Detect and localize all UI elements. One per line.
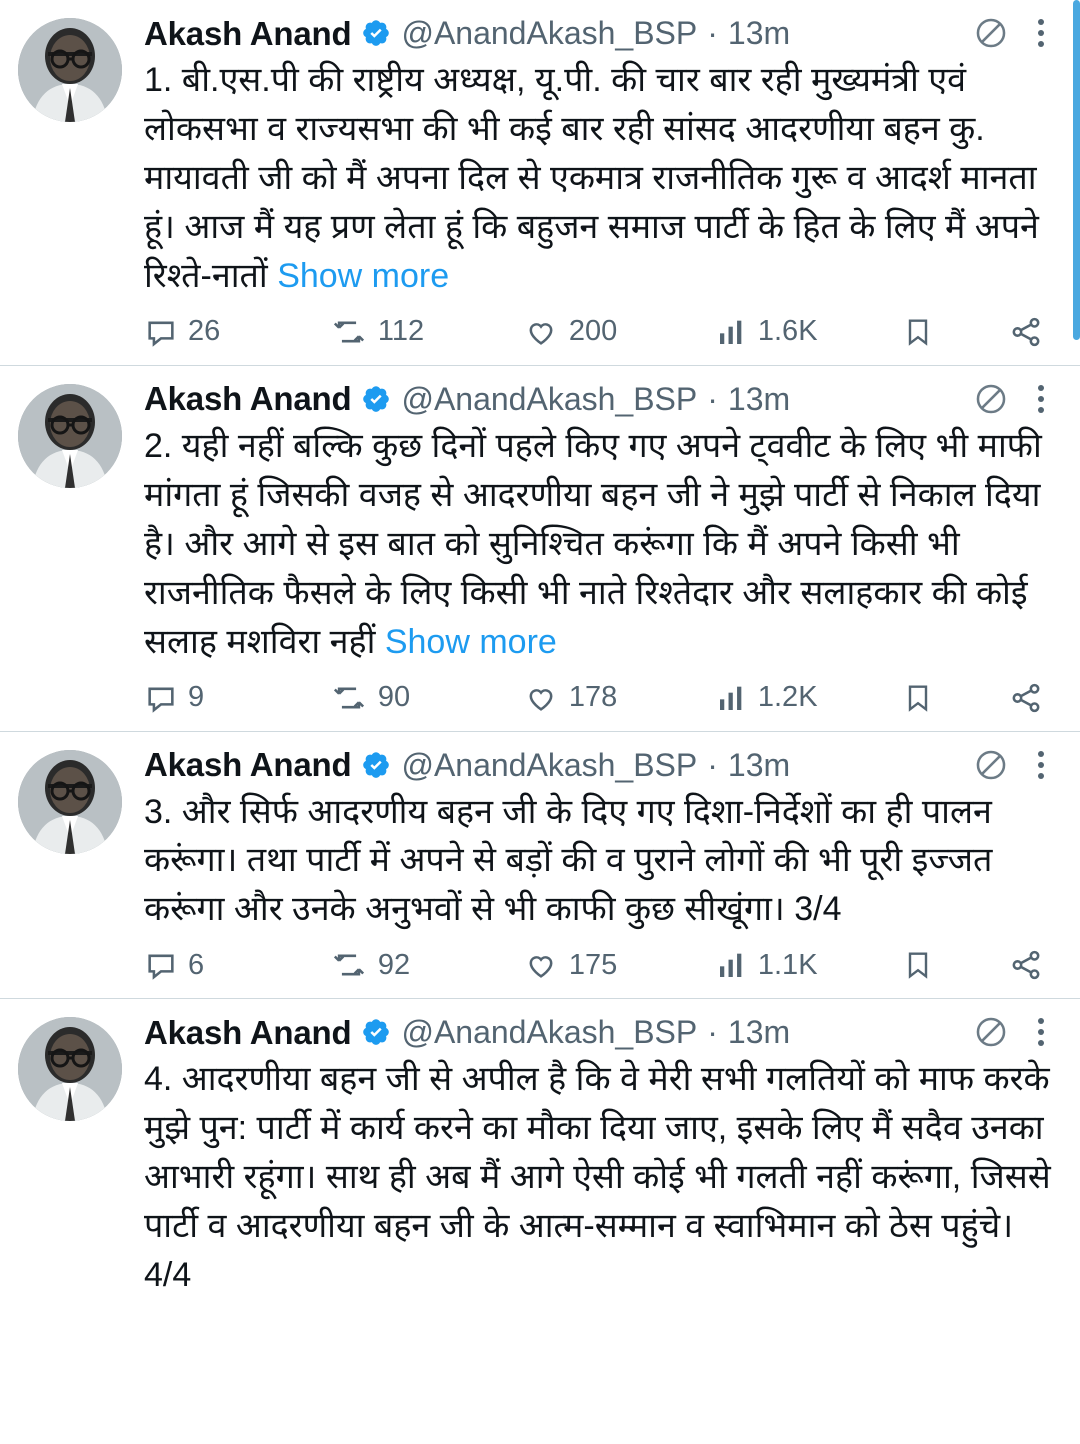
tweet-text [144,1055,1058,1300]
timestamp[interactable]: 13m [727,1014,791,1051]
views-button[interactable] [716,681,902,714]
reply-count: 6 [188,948,205,981]
tweet-text [144,788,1058,935]
like-button[interactable] [523,315,716,349]
retweet-button[interactable] [330,315,523,349]
tweet-actions [144,948,1058,992]
like-count: 175 [568,948,618,981]
views-count: 1.6K [757,315,818,348]
reply-button[interactable] [144,948,330,982]
separator: · [707,1014,718,1051]
verified-badge-icon [361,18,391,48]
share-button[interactable] [1008,681,1044,715]
separator: · [707,380,718,417]
avatar-column [18,746,136,993]
retweet-count: 90 [377,681,411,714]
tweet-body [136,1013,1062,1300]
display-name[interactable]: Akash Anand [144,746,352,784]
retweet-button[interactable] [330,948,523,982]
avatar[interactable] [18,750,122,854]
tweet-text-content: 2. यही नहीं बल्कि कुछ दिनों पहले किए गए अपने ट्ववीट के लिए भी माफी मांगता हूं जिसकी वजह से आदरणीया बहन जी ने मुझे पार्टी से निकाल दिया है। और आगे से इस बात को सुनिश्चित करूंगा कि मैं अपने किसी भी राजनीतिक फैसले के लिए किसी भी नाते रिश्तेदार और सलाहकार की कोई सलाह मशविरा नहीं [144,426,1042,661]
tweet-header [144,14,1058,52]
tweet-body [136,746,1062,993]
handle[interactable]: @AnandAkash_BSP [401,380,698,417]
like-button[interactable] [523,681,716,715]
reply-button[interactable] [144,315,330,349]
views-count: 1.1K [757,948,818,981]
handle[interactable]: @AnandAkash_BSP [401,15,698,51]
timestamp[interactable]: 13m [727,380,791,417]
share-button[interactable] [1008,315,1044,349]
retweet-count: 92 [377,948,411,981]
avatar[interactable] [18,384,122,488]
views-count: 1.2K [757,681,818,714]
avatar-column [18,1013,136,1300]
separator: · [707,15,718,51]
more-options-icon[interactable] [1024,1013,1058,1051]
views-button[interactable] [716,315,902,348]
tweet-actions [144,681,1058,725]
reply-count: 9 [188,681,205,714]
like-count: 200 [568,315,618,348]
verified-badge-icon [361,384,391,414]
like-count: 178 [568,681,618,714]
tweet-item[interactable] [0,0,1080,366]
tweet-text-content: 3. और सिर्फ आदरणीय बहन जी के दिए गए दिशा-निर्देशों का ही पालन करूंगा। तथा पार्टी में अपने से बड़ों की व पुराने लोगों की भी पूरी इज्जत करूंगा और उनके अनुभवों से भी काफी कुछ सीखूंगा। 3/4 [144,792,993,929]
more-options-icon[interactable] [1024,14,1058,52]
no-reply-circle-slash-icon[interactable] [974,748,1008,782]
scrollbar[interactable] [1073,0,1080,340]
more-options-icon[interactable] [1024,746,1058,784]
retweet-count: 112 [377,315,425,348]
bookmark-button[interactable] [902,315,1008,349]
tweet-text [144,422,1058,667]
timestamp[interactable]: 13m [727,15,791,51]
timestamp[interactable]: 13m [727,746,791,783]
avatar[interactable] [18,1017,122,1121]
reply-button[interactable] [144,681,330,715]
avatar[interactable] [18,18,122,122]
separator: · [707,746,718,783]
share-button[interactable] [1008,948,1044,982]
no-reply-circle-slash-icon[interactable] [974,1015,1008,1049]
tweet-header [144,380,1058,418]
retweet-button[interactable] [330,681,523,715]
display-name[interactable]: Akash Anand [144,380,352,418]
views-button[interactable] [716,949,902,982]
bookmark-button[interactable] [902,948,1008,982]
avatar-column [18,14,136,359]
handle[interactable]: @AnandAkash_BSP [401,746,698,783]
tweet-item[interactable] [0,999,1080,1306]
no-reply-circle-slash-icon[interactable] [974,382,1008,416]
show-more-link[interactable]: Show more [384,622,557,661]
like-button[interactable] [523,948,716,982]
more-options-icon[interactable] [1024,380,1058,418]
verified-badge-icon [361,1017,391,1047]
show-more-link[interactable]: Show more [277,256,450,295]
tweet-text-content: 4. आदरणीया बहन जी से अपील है कि वे मेरी सभी गलतियों को माफ करके मुझे पुन: पार्टी में कार्य करने का मौका दिया जाए, इसके लिए मैं सदैव उनका आभारी रहूंगा। साथ ही अब मैं आगे ऐसी कोई भी गलती नहीं करूंगा, जिससे पार्टी व आदरणीया बहन जी के आत्म-सम्मान व स्वाभिमान को ठेस पहुंचे। 4/4 [144,1060,1051,1295]
tweet-item[interactable] [0,732,1080,1000]
display-name[interactable]: Akash Anand [144,1013,352,1051]
handle[interactable]: @AnandAkash_BSP [401,1014,698,1051]
avatar-column [18,380,136,725]
display-name[interactable]: Akash Anand [144,14,352,52]
tweet-header [144,1013,1058,1051]
tweet-actions [144,315,1058,359]
tweet-text-content: 1. बी.एस.पी की राष्ट्रीय अध्यक्ष, यू.पी. की चार बार रही मुख्यमंत्री एवं लोकसभा व राज्यसभा की भी कई बार रही सांसद आदरणीया बहन कु. मायावती जी को मैं अपना दिल से एकमात्र राजनीतिक गुरू व आदर्श मानता हूं। आज मैं यह प्रण लेता हूं कि बहुजन समाज पार्टी के हित के लिए मैं अपने रिश्ते-नातों [144,61,1039,295]
no-reply-circle-slash-icon[interactable] [974,16,1008,50]
tweet-body [136,14,1062,359]
bookmark-button[interactable] [902,681,1008,715]
reply-count: 26 [188,315,221,348]
tweet-body [136,380,1062,725]
tweet-text [144,56,1058,301]
tweet-item[interactable] [0,366,1080,732]
tweet-header [144,746,1058,784]
verified-badge-icon [361,750,391,780]
